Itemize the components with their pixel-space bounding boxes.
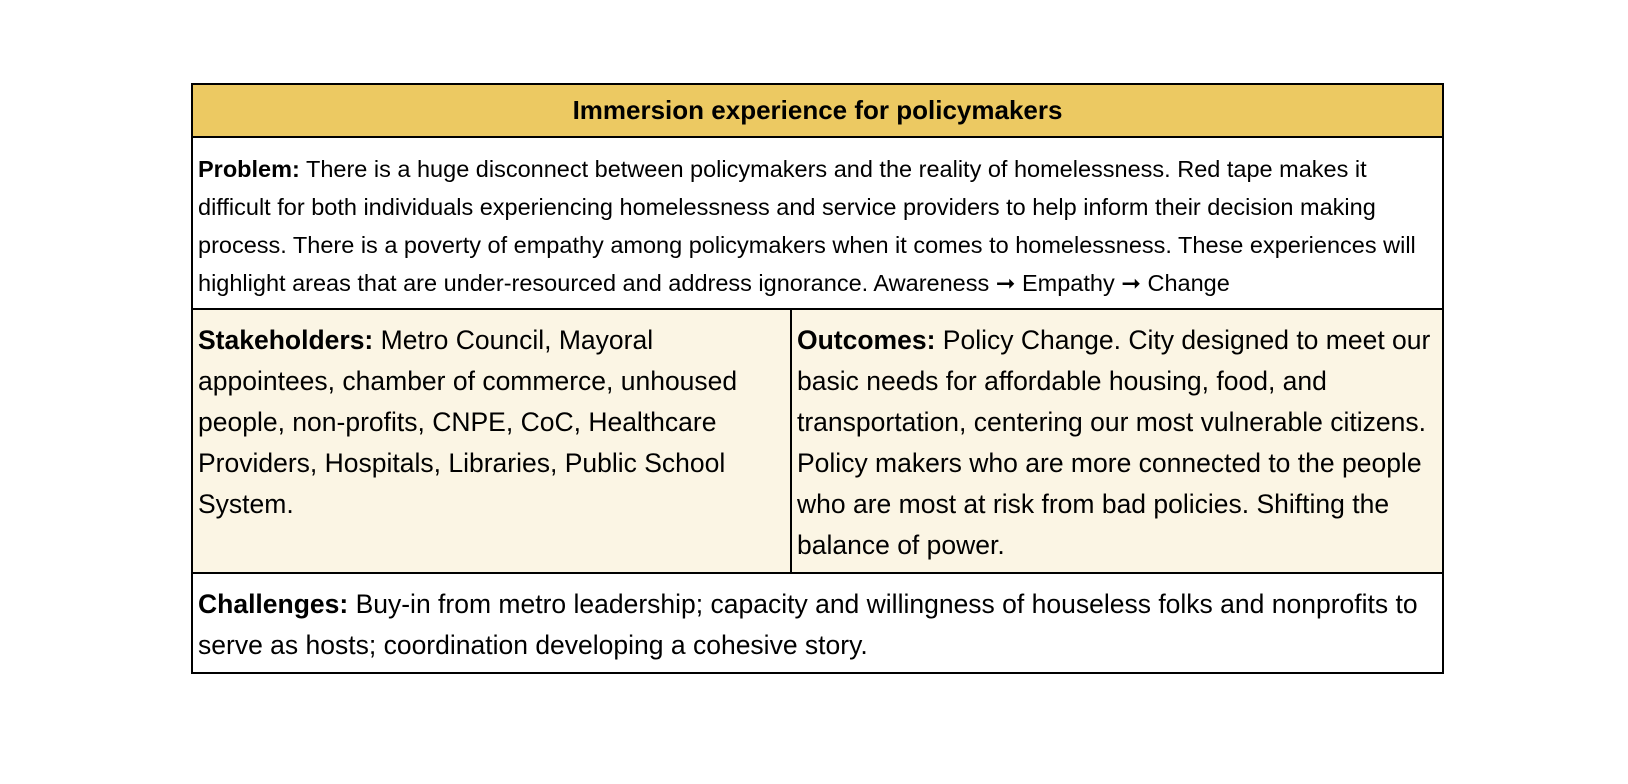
challenges-text: Buy-in from metro leadership; capacity and willingness of houseless folks and nonprofits to serve as hosts; coordination developing a cohesive story. [198,589,1418,660]
challenges-row [192,573,1443,673]
problem-row [192,137,1443,309]
challenges-cell [192,573,1443,673]
challenges-label: Challenges: [198,589,349,619]
stakeholders-paragraph [193,310,790,531]
table-title: Immersion experience for policymakers [572,95,1063,125]
problem-text: There is a huge disconnect between policymakers and the reality of homelessness. Red tape makes it difficult for both individuals experiencing homelessness and service providers to help inform their decision making process. There is a poverty of empathy among policymakers when it comes to homelessness. These experiences will highlight areas that are under-resourced and address ignorance. Awareness ➞ Empathy ➞ Change [198,156,1416,296]
details-row [192,309,1443,573]
outcomes-text: Policy Change. City designed to meet our basic needs for affordable housing, food, and transportation, centering our most vulnerable citizens. Policy makers who are more connected to the people who are most at risk from bad policies. Shifting the balance of power. [797,325,1431,560]
title-row [192,84,1443,137]
policy-summary-table [191,83,1444,674]
stakeholders-cell [192,309,791,573]
challenges-paragraph [193,574,1442,672]
problem-label: Problem: [198,156,300,182]
problem-cell [192,137,1443,309]
stakeholders-label: Stakeholders: [198,325,374,355]
problem-paragraph [193,138,1442,308]
outcomes-label: Outcomes: [797,325,936,355]
outcomes-cell [791,309,1443,573]
stakeholders-text: Metro Council, Mayoral appointees, chamber of commerce, unhoused people, non-profits, CNPE, CoC, Healthcare Providers, Hospitals, Libraries, Public School System. [198,325,738,519]
outcomes-paragraph [792,310,1442,572]
title-cell [192,84,1443,137]
